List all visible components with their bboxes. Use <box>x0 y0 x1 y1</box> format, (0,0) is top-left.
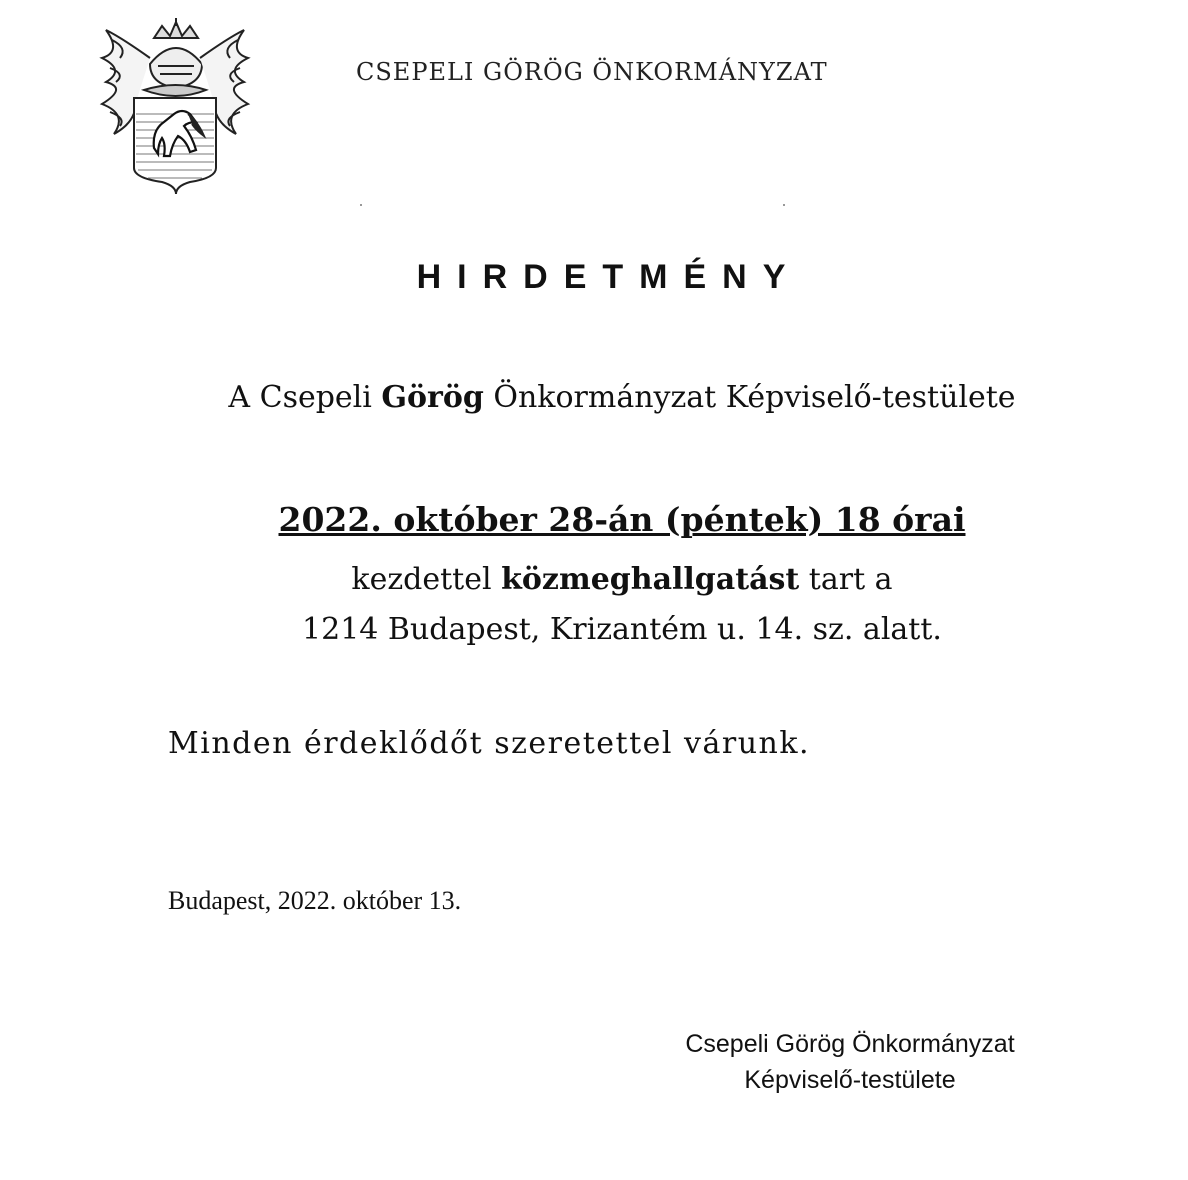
divider-dot-left <box>360 204 362 206</box>
event-address: 1214 Budapest, Krizantém u. 14. sz. alatt. <box>302 612 942 647</box>
coat-of-arms-icon <box>92 18 258 198</box>
signature-block <box>640 1026 1060 1098</box>
place-and-date: Budapest, 2022. október 13. <box>168 886 462 915</box>
intro-suffix: Önkormányzat Képviselő-testülete <box>483 380 1016 415</box>
signature-line-2: Képviselő-testülete <box>744 1066 956 1094</box>
notice-intro <box>0 380 1188 415</box>
start-suffix: tart a <box>799 562 893 597</box>
header-organization-name: CSEPELI GÖRÖG ÖNKORMÁNYZAT <box>356 58 828 86</box>
intro-bold: Görög <box>381 380 484 415</box>
welcome-text: Minden érdeklődőt szeretettel várunk. <box>168 726 811 761</box>
start-bold: közmeghallgatást <box>501 562 800 597</box>
event-start-line <box>0 562 1188 597</box>
signature-line-1: Csepeli Görög Önkormányzat <box>685 1030 1015 1058</box>
event-date-time: 2022. október 28-án (péntek) 18 órai <box>278 500 966 539</box>
intro-prefix: A Csepeli <box>228 380 382 415</box>
notice-title: HIRDETMÉNY <box>416 258 802 296</box>
divider-dot-right <box>783 204 785 206</box>
start-prefix: kezdettel <box>351 562 502 597</box>
